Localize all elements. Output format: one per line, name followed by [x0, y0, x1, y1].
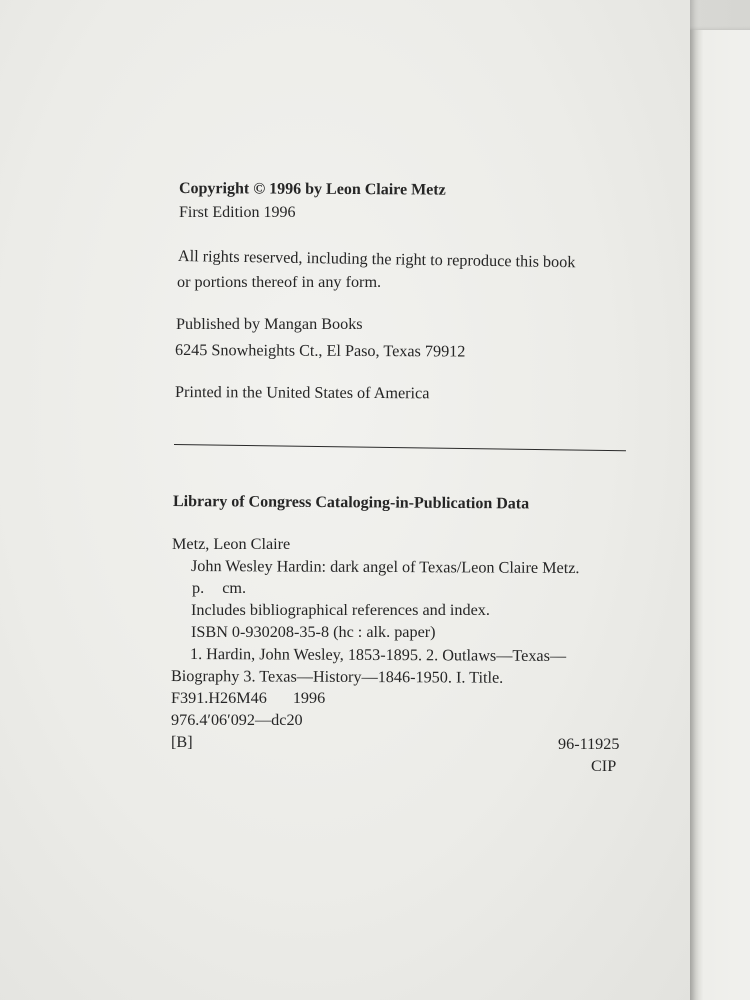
cip-title-line: John Wesley Hardin: dark angel of Texas/Leon Claire Metz.	[190, 557, 580, 578]
cip-isbn-line: ISBN 0-930208-35-8 (hc : alk. paper)	[191, 623, 436, 641]
cip-subjects-line-2: Biography 3. Texas—History—1846-1950. I. Title.	[170, 667, 504, 687]
rights-line-1: All rights reserved, including the right to reproduce this book	[177, 247, 576, 272]
rights-line-2: or portions thereof in any form.	[177, 273, 382, 291]
cip-heading: Library of Congress Cataloging-in-Publication Data	[172, 493, 530, 513]
cip-subjects-line-1: 1. Hardin, John Wesley, 1853-1895. 2. Outlaws—Texas—	[189, 645, 567, 665]
copyright-line: Copyright © 1996 by Leon Claire Metz	[178, 180, 446, 199]
publisher-line-1: Published by Mangan Books	[176, 315, 363, 333]
edition-line: First Edition 1996	[179, 204, 296, 221]
cip-pagination-line: p. cm.	[192, 579, 247, 597]
cip-b-line: [B]	[171, 733, 193, 751]
adjacent-page-edge	[688, 30, 750, 1000]
cip-notes-line: Includes bibliographical references and index.	[191, 601, 490, 619]
cip-dewey-line: 976.4′06′092—dc20	[171, 711, 303, 729]
printed-in-line: Printed in the United States of America	[174, 383, 430, 403]
publisher-address: 6245 Snowheights Ct., El Paso, Texas 79912	[174, 341, 466, 361]
cip-lc-class-line: F391.H26M46 1996	[171, 689, 326, 707]
lccn-number: 96-11925	[558, 735, 620, 753]
cip-label: CIP	[591, 757, 617, 775]
cip-author-line: Metz, Leon Claire	[172, 535, 291, 553]
